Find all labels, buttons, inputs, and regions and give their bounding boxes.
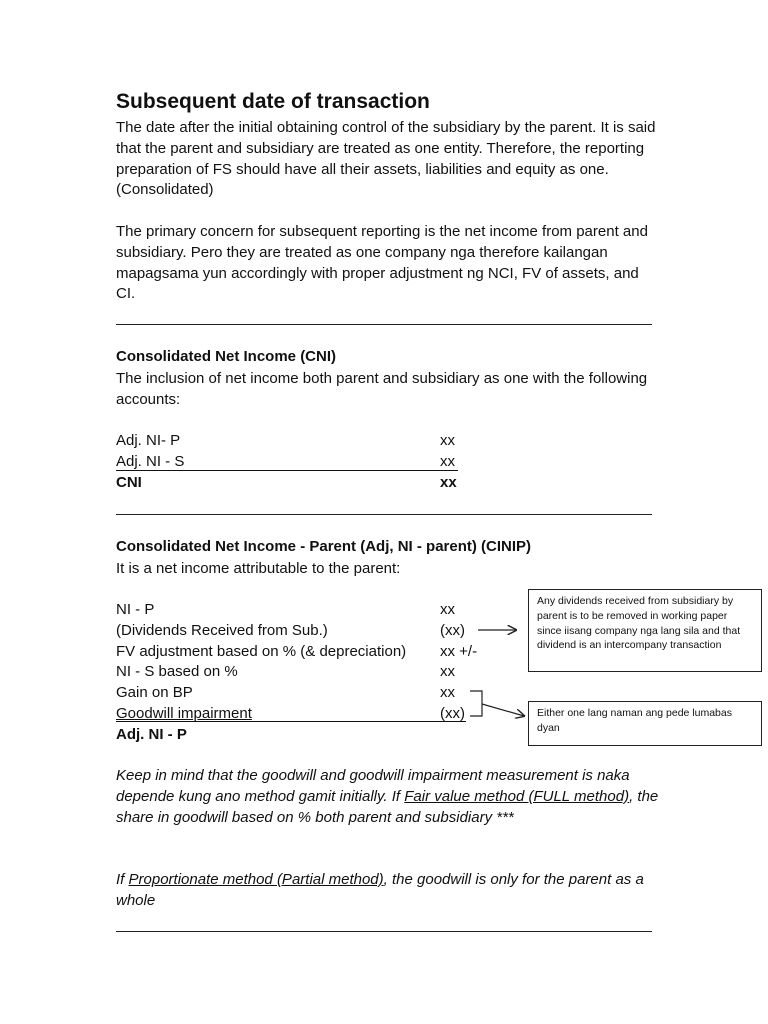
cinip-row-value: xx (440, 601, 455, 618)
cni-description: The inclusion of net income both parent and subsidiary as one with the following accounts: (116, 370, 648, 408)
cinip-row-label: Goodwill impairment (116, 705, 252, 722)
cni-row-label: CNI (116, 474, 142, 491)
cni-row-adj-ni-s (116, 451, 476, 472)
cni-row-value: xx (440, 432, 455, 449)
cni-heading: Consolidated Net Income (CNI) (116, 348, 337, 365)
goodwill-method-note (116, 766, 661, 828)
either-one-arrow (482, 704, 524, 716)
cinip-row-label: (Dividends Received from Sub.) (116, 622, 328, 639)
cinip-row-label: FV adjustment based on % (& depreciation) (116, 643, 407, 660)
cni-row-value: xx (440, 453, 455, 470)
partial-note-text: If (116, 871, 129, 888)
cinip-description: It is a net income attributable to the parent: (116, 560, 401, 577)
intro-paragraph-1: The date after the initial obtaining control of the subsidiary by the parent. It is said that the parent and subsidiary are treated as one entity. Therefore, the reporting preparation of FS should have all their assets, liabilities and equity as one. (Consolidated) (116, 119, 656, 199)
dividends-callout-box: Any dividends received from subsidiary by parent is to be removed in working paper since iisang company nga lang sila and that dividend is an intercompany transaction (528, 589, 762, 672)
cinip-row-label: Adj. NI - P (116, 726, 187, 743)
cinip-row-fv-adjustment (116, 641, 476, 662)
cinip-row-value: (xx) (440, 705, 465, 722)
cinip-heading: Consolidated Net Income - Parent (Adj, NI - parent) (CINIP) (116, 538, 532, 555)
cni-row-value: xx (440, 474, 457, 491)
cni-row-adj-ni-p (116, 430, 476, 451)
full-method-term: Fair value method (FULL method) (404, 787, 630, 805)
cinip-row-dividends (116, 620, 476, 641)
section-divider-3 (116, 931, 652, 932)
cni-row-label: Adj. NI- P (116, 432, 181, 449)
goodwill-note-text: Keep in mind that the goodwill and goodwill impairment measurement is naka depende kung ano method gamit initially. If (116, 767, 630, 805)
cinip-row-gain-on-bp (116, 682, 476, 703)
section-divider-2 (116, 514, 652, 515)
partial-method-term: Proportionate method (Partial method) (128, 871, 384, 888)
cinip-row-value: xx (440, 684, 455, 701)
cinip-row-ni-p (116, 599, 476, 620)
partial-method-note (116, 870, 661, 912)
either-one-callout-box: Either one lang naman ang pede lumabas dyan (528, 701, 762, 746)
section-divider-1 (116, 324, 652, 325)
cinip-row-value: xx (440, 663, 455, 680)
goodwill-note-text-end: , the share in goodwill based on % both parent and subsidiary *** (116, 787, 659, 826)
cinip-row-total (116, 724, 476, 745)
cni-subtotal-line (116, 470, 458, 471)
cinip-row-label: NI - P (116, 601, 155, 618)
page-title: Subsequent date of transaction (116, 90, 430, 113)
partial-note-text-end: , the goodwill is only for the parent as a whole (116, 871, 644, 909)
cni-row-total (116, 472, 476, 493)
intro-paragraph-2: The primary concern for subsequent reporting is the net income from parent and subsidiary. Pero they are treated as one company nga therefore kailangan mapagsama yun accordingly with proper adjustment ng NCI, FV of assets, and CI. (116, 223, 648, 303)
cinip-row-value: (xx) (440, 622, 465, 639)
cinip-row-label: Gain on BP (116, 684, 193, 701)
cinip-subtotal-line (116, 721, 466, 722)
cinip-row-label: NI - S based on % (116, 663, 238, 680)
cinip-row-ni-s (116, 661, 476, 682)
cni-row-label: Adj. NI - S (116, 453, 185, 470)
cinip-row-value: xx +/- (440, 643, 478, 660)
